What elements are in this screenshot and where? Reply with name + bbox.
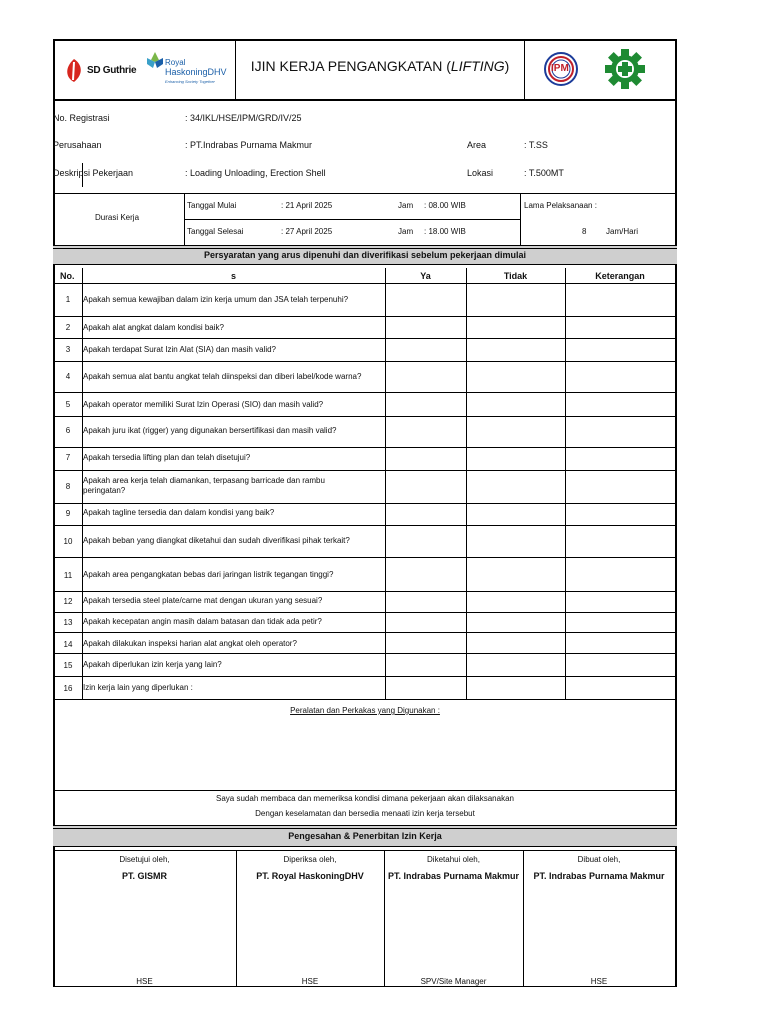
equipment-title: Peralatan dan Perkakas yang Digunakan :: [290, 706, 440, 715]
statement-line-2: Dengan keselamatan dan bersedia menaati izin kerja tersebut: [255, 809, 475, 818]
approval-position: HSE: [136, 977, 153, 986]
approval-position: HSE: [301, 977, 319, 986]
k3-safety-logo: [603, 47, 647, 91]
row-number: 7: [65, 453, 71, 462]
area-value: : T.SS: [524, 140, 548, 150]
safety-gear-cross-icon: [603, 47, 647, 91]
tgl-selesai-label: Tanggal Selesai: [187, 227, 244, 236]
row-question: Apakah area pengangkatan bebas dari jaringan listrik tegangan tinggi?: [83, 570, 334, 579]
registrasi-label: No. Registrasi: [53, 113, 110, 123]
royal-logo-tagline: Enhancing Society Together: [165, 79, 215, 84]
col-header-no: No.: [60, 271, 75, 281]
row-number: 12: [63, 597, 73, 606]
row-number: 13: [63, 618, 73, 627]
row-question: Apakah semua kewajiban dalam izin kerja umum dan JSA telah terpenuhi?: [83, 295, 349, 304]
row-number: 3: [65, 345, 71, 354]
row-number: 2: [65, 323, 71, 332]
row-number: 11: [63, 571, 73, 580]
col-header-ya: Ya: [420, 271, 431, 281]
approval-position: HSE: [590, 977, 608, 986]
row-question: Apakah dilakukan inspeksi harian alat angkat oleh operator?: [83, 639, 297, 648]
row-number: 6: [65, 426, 71, 435]
approval-company: PT. Indrabas Purnama Makmur: [387, 871, 520, 881]
row-number: 10: [63, 537, 73, 546]
royal-logo-line2: HaskoningDHV: [165, 67, 227, 77]
row-number: 14: [63, 640, 73, 649]
approval-section-title: Pengesahan & Penerbitan Izin Kerja: [288, 831, 442, 841]
row-question: Apakah tagline tersedia dan dalam kondisi yang baik?: [83, 508, 275, 517]
approval-role: Diketahui oleh,: [427, 855, 480, 864]
title-main: IJIN KERJA PENGANGKATAN (: [250, 58, 451, 74]
row-question: Apakah alat angkat dalam kondisi baik?: [83, 323, 224, 332]
perusahaan-label: Perusahaan: [53, 140, 102, 150]
row-question: Apakah beban yang diangkat diketahui dan sudah diverifikasi pihak terkait?: [83, 536, 350, 545]
row-number: 8: [65, 482, 71, 491]
row-question: Apakah juru ikat (rigger) yang digunakan bersertifikasi dan masih valid?: [83, 426, 337, 435]
deskripsi-label: Deskripsi Pekerjaan: [53, 168, 134, 178]
lama-pelaksanaan-value: 8: [582, 227, 587, 236]
document-title: [236, 58, 524, 74]
lokasi-value: : T.500MT: [524, 168, 564, 178]
row-question: Apakah semua alat bantu angkat telah diinspeksi dan diberi label/kode warna?: [83, 372, 362, 381]
col-header-keterangan: Keterangan: [595, 271, 645, 281]
sd-guthrie-logo: [62, 58, 144, 84]
tgl-mulai-label: Tanggal Mulai: [187, 201, 237, 210]
sd-guthrie-wordmark: SD Guthrie: [87, 65, 137, 76]
row-number: 5: [65, 400, 71, 409]
title-italic: LIFTING: [450, 58, 505, 74]
deskripsi-value: : Loading Unloading, Erection Shell: [185, 168, 326, 178]
col-header-s: s: [230, 271, 236, 281]
jam-mulai-value: : 08.00 WIB: [424, 201, 466, 210]
col-header-tidak: Tidak: [503, 271, 528, 281]
approval-company: PT. Indrabas Purnama Makmur: [533, 871, 665, 881]
row-question: Apakah tersedia steel plate/carne mat dengan ukuran yang sesuai?: [83, 596, 323, 605]
registrasi-value: : 34/IKL/HSE/IPM/GRD/IV/25: [185, 113, 302, 123]
checklist-section-title: Persyaratan yang arus dipenuhi dan diverifikasi sebelum pekerjaan dimulai: [203, 250, 527, 260]
ipm-logo-text: IPM: [551, 63, 569, 74]
approval-company: PT. Royal HaskoningDHV: [256, 871, 364, 881]
row-number: 16: [63, 684, 73, 693]
row-question: Apakah operator memiliki Surat Izin Operasi (SIO) dan masih valid?: [83, 400, 324, 409]
row-number: 15: [63, 661, 73, 670]
approval-position: SPV/Site Manager: [420, 977, 487, 986]
royal-logo-line1: Royal: [165, 58, 186, 67]
jam-label-mulai: Jam: [398, 201, 414, 210]
lama-pelaksanaan-label: Lama Pelaksanaan :: [524, 201, 597, 210]
area-label: Area: [467, 140, 487, 150]
row-number: 1: [65, 295, 71, 304]
row-question: Apakah tersedia lifting plan dan telah disetujui?: [83, 453, 251, 462]
approval-role: Diperiksa oleh,: [283, 855, 337, 864]
jam-selesai-value: : 18.00 WIB: [424, 227, 466, 236]
approval-role: Disetujui oleh,: [119, 855, 170, 864]
lama-pelaksanaan-unit: Jam/Hari: [606, 227, 639, 236]
frame-bottom: [53, 986, 677, 987]
approval-role: Dibuat oleh,: [577, 855, 621, 864]
tgl-mulai-value: : 21 April 2025: [281, 201, 333, 210]
sd-guthrie-leaf-icon: [62, 58, 86, 84]
jam-label-selesai: Jam: [398, 227, 414, 236]
ipm-logo: [544, 52, 578, 86]
lokasi-label: Lokasi: [467, 168, 494, 178]
royal-haskoning-logo: [145, 50, 235, 90]
row-question: Izin kerja lain yang diperlukan :: [83, 683, 193, 692]
row-number: 9: [65, 509, 71, 518]
durasi-label: Durasi Kerja: [95, 213, 140, 222]
row-question: Apakah kecepatan angin masih dalam batasan dan tidak ada petir?: [83, 617, 322, 626]
statement-line-1: Saya sudah membaca dan memeriksa kondisi dimana pekerjaan akan dilaksanakan: [216, 794, 514, 803]
royal-haskoning-flower-icon: [145, 50, 165, 74]
tgl-selesai-value: : 27 April 2025: [281, 227, 333, 236]
frame-top: [53, 39, 677, 41]
row-number: 4: [65, 372, 71, 381]
row-question: Apakah terdapat Surat Izin Alat (SIA) dan masih valid?: [83, 345, 276, 354]
title-close: ): [504, 58, 510, 74]
row-question: Apakah diperlukan izin kerja yang lain?: [83, 660, 222, 669]
row-question: Apakah area kerja telah diamankan, terpasang barricade dan rambu peringatan?: [83, 476, 325, 495]
approval-company: PT. GISMR: [121, 871, 167, 881]
perusahaan-value: : PT.Indrabas Purnama Makmur: [185, 140, 313, 150]
